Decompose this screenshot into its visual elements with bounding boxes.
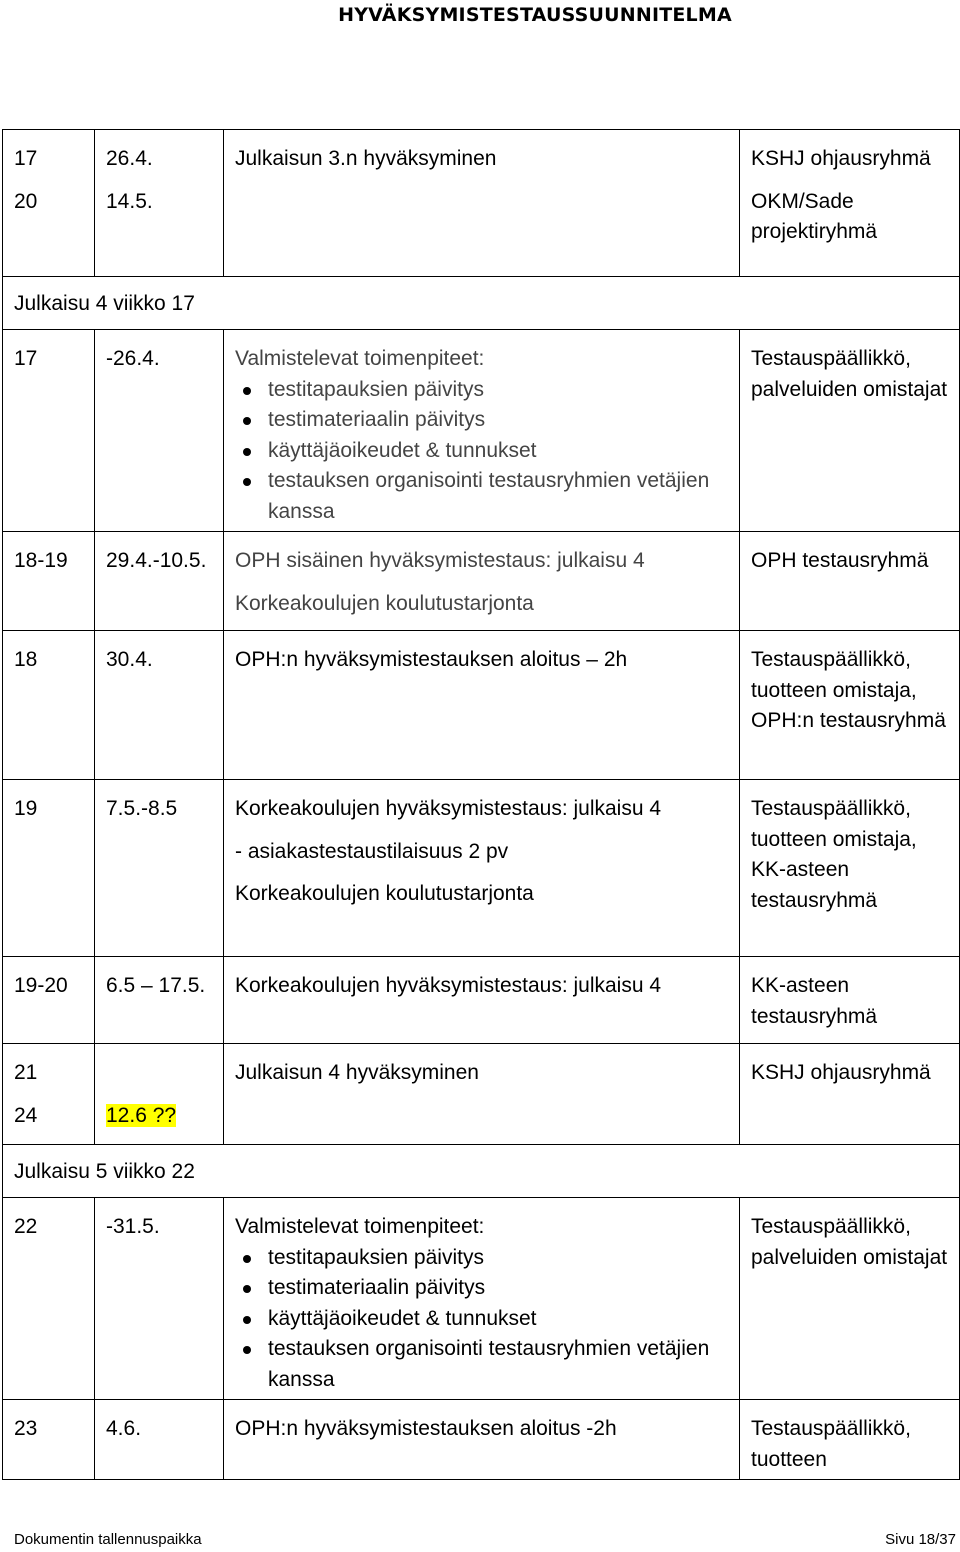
- section-row: [3, 1145, 960, 1198]
- date-cell: -26.4.: [106, 347, 160, 370]
- list-item: testauksen organisointi testausryhmien vetäjien kanssa: [268, 1334, 729, 1395]
- task-cell: Korkeakoulujen koulutustarjonta: [235, 591, 534, 615]
- week-cell: 18: [14, 648, 38, 671]
- table-row: [3, 532, 960, 631]
- task-cell: OPH:n hyväksymistestauksen aloitus -2h: [235, 1417, 617, 1440]
- footer-storage-location: Dokumentin tallennuspaikka: [14, 1531, 202, 1548]
- date-cell: 26.4.: [106, 147, 153, 170]
- task-cell: OPH:n hyväksymistestauksen aloitus – 2h: [235, 648, 628, 671]
- week-cell: 18-19: [14, 549, 68, 572]
- task-intro: Valmistelevat toimenpiteet:: [235, 347, 485, 370]
- table-row: [3, 1198, 960, 1400]
- week-cell: 17: [14, 147, 38, 170]
- date-cell: 7.5.-8.5: [106, 797, 178, 820]
- table-row: [3, 330, 960, 532]
- list-item: testimateriaalin päivitys: [268, 1273, 729, 1304]
- table-row: [3, 130, 960, 277]
- list-item: testitapauksien päivitys: [268, 1243, 729, 1274]
- date-cell: 29.4.-10.5.: [106, 549, 207, 572]
- highlighted-date: 12.6 ??: [106, 1104, 177, 1127]
- responsible-cell: Testauspäällikkö, tuotteen omistaja, KK-asteen testausryhmä: [751, 797, 917, 912]
- week-cell: 21: [14, 1061, 38, 1084]
- list-item: testimateriaalin päivitys: [268, 405, 729, 436]
- week-cell: 20: [14, 189, 38, 213]
- week-cell: 17: [14, 347, 38, 370]
- date-cell: 30.4.: [106, 648, 153, 671]
- responsible-cell: Testauspäällikkö, palveluiden omistajat: [751, 1215, 948, 1269]
- section-title: Julkaisu 4 viikko 17: [14, 292, 195, 315]
- responsible-cell: KSHJ ohjausryhmä: [751, 147, 931, 170]
- task-cell: Korkeakoulujen koulutustarjonta: [235, 882, 534, 905]
- task-bullet-list: [235, 375, 729, 528]
- responsible-cell: Testauspäällikkö, palveluiden omistajat: [751, 347, 948, 401]
- table-row: [3, 957, 960, 1044]
- list-item: käyttäjäoikeudet & tunnukset: [268, 1304, 729, 1335]
- week-cell: 22: [14, 1215, 38, 1238]
- week-cell: 23: [14, 1417, 38, 1440]
- week-cell: 19: [14, 797, 38, 820]
- document-title: HYVÄKSYMISTESTAUSSUUNNITELMA: [338, 4, 732, 26]
- table-row: [3, 1044, 960, 1145]
- week-cell: 24: [14, 1103, 38, 1127]
- date-cell: 14.5.: [106, 189, 153, 213]
- table-row: [3, 631, 960, 780]
- table-row: [3, 1400, 960, 1480]
- responsible-cell: Testauspäällikkö, tuotteen omistaja, OPH:n testausryhmä: [751, 648, 946, 732]
- responsible-cell: Testauspäällikkö, tuotteen: [751, 1417, 911, 1471]
- section-row: [3, 277, 960, 330]
- table-row: [3, 780, 960, 957]
- date-cell: 6.5 – 17.5.: [106, 974, 206, 997]
- task-intro: Valmistelevat toimenpiteet:: [235, 1215, 485, 1238]
- section-title: Julkaisu 5 viikko 22: [14, 1160, 195, 1183]
- list-item: käyttäjäoikeudet & tunnukset: [268, 436, 729, 467]
- list-item: testitapauksien päivitys: [268, 375, 729, 406]
- task-cell: Julkaisun 3.n hyväksyminen: [235, 147, 497, 170]
- list-item: testauksen organisointi testausryhmien vetäjien kanssa: [268, 466, 729, 527]
- responsible-cell: KK-asteen testausryhmä: [751, 974, 878, 1028]
- date-cell: 4.6.: [106, 1417, 142, 1440]
- task-bullet-list: [235, 1243, 729, 1396]
- page-footer: [14, 1530, 956, 1550]
- task-cell: Korkeakoulujen hyväksymistestaus: julkaisu 4: [235, 974, 662, 997]
- task-cell: Korkeakoulujen hyväksymistestaus: julkaisu 4: [235, 797, 662, 820]
- page-number: Sivu 18/37: [885, 1531, 956, 1548]
- task-cell: - asiakastestaustilaisuus 2 pv: [235, 839, 509, 863]
- task-cell: Julkaisun 4 hyväksyminen: [235, 1061, 479, 1084]
- task-cell: OPH sisäinen hyväksymistestaus: julkaisu 4: [235, 549, 645, 572]
- date-cell: -31.5.: [106, 1215, 160, 1238]
- responsible-cell: OKM/Sade projektiryhmä: [751, 189, 878, 243]
- test-schedule-table: [2, 129, 960, 1480]
- responsible-cell: OPH testausryhmä: [751, 549, 929, 572]
- responsible-cell: KSHJ ohjausryhmä: [751, 1061, 931, 1084]
- week-cell: 19-20: [14, 974, 68, 997]
